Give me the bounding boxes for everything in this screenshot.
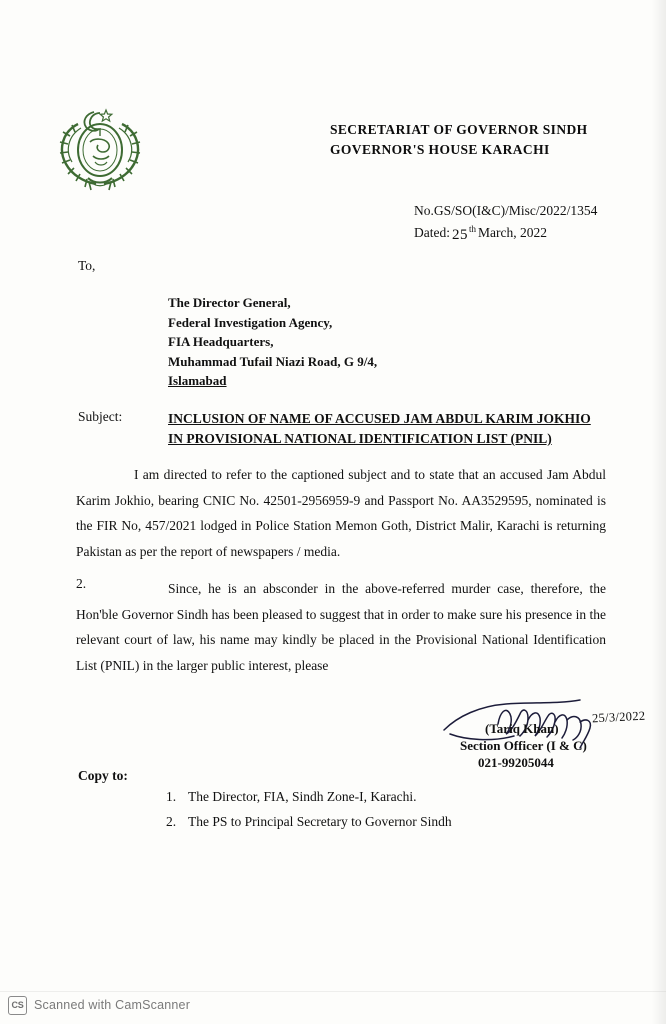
list-item: [166, 784, 606, 809]
addressee-block: [168, 293, 377, 391]
subject-label: Subject:: [78, 409, 123, 424]
copy-to-item-2-text: The PS to Principal Secretary to Governor Sindh: [188, 814, 452, 829]
page-edge-shadow: [652, 0, 666, 1024]
dated-month-year: March, 2022: [478, 225, 547, 240]
to-label: To,: [78, 258, 96, 273]
copy-to-item-1-text: The Director, FIA, Sindh Zone-I, Karachi.: [188, 789, 417, 804]
letterhead-line-2: GOVERNOR'S HOUSE KARACHI: [330, 142, 550, 157]
camscanner-watermark: [0, 992, 666, 1018]
letterhead: [330, 122, 630, 158]
dated-superscript: th: [469, 224, 477, 234]
addressee-line-2: Federal Investigation Agency,: [168, 314, 333, 330]
reference-block: [414, 200, 597, 244]
copy-to-list: [166, 784, 606, 834]
subject-text: INCLUSION OF NAME OF ACCUSED JAM ABDUL KARIM JOKHIO IN PROVISIONAL NATIONAL IDENTIFICATION LIST (PNIL): [168, 411, 591, 446]
signatory-title: Section Officer (I & C): [460, 738, 587, 753]
camscanner-text: Scanned with CamScanner: [34, 998, 191, 1012]
paragraph-2: Since, he is an absconder in the above-referred murder case, therefore, the Hon'ble Governor Sindh has been pleased to suggest that in order to make sure his presence in the relevant court of law, his name may kindly be placed in the Provisional National Identification List (PNIL) in the larger public interest, please: [76, 581, 606, 673]
signatory-phone: 021-99205044: [478, 755, 554, 770]
paragraph-1: I am directed to refer to the captioned subject and to state that an accused Jam Abdul Karim Jokhio, bearing CNIC No. 42501-2956959-9 and Passport No. AA3529595, nominated is the FIR No, 457/2021 lodged in Police Station Memon Goth, District Malir, Karachi is returning Pakistan as per the report of newspapers / media.: [76, 467, 606, 559]
dated-label: Dated:: [414, 225, 450, 240]
signature-handwritten-date: 25/3/2022: [591, 708, 646, 726]
paragraph-2-number: 2.: [76, 576, 87, 591]
signatory-name: (Tariq Khan): [485, 721, 559, 736]
addressee-line-5: Islamabad: [168, 373, 227, 388]
dated-handwritten-day: 25: [452, 227, 468, 243]
copy-to-label: Copy to:: [78, 768, 128, 783]
reference-number: No.GS/SO(I&C)/Misc/2022/1354: [414, 203, 598, 218]
letterhead-line-1: SECRETARIAT OF GOVERNOR SINDH: [330, 122, 588, 137]
camscanner-badge-icon: CS: [8, 996, 27, 1015]
government-emblem-icon: [48, 98, 152, 194]
addressee-line-3: FIA Headquarters,: [168, 334, 274, 349]
copy-to-item-2-number: 2.: [166, 814, 177, 829]
list-item: [166, 809, 606, 834]
addressee-line-1: The Director General,: [168, 295, 291, 310]
addressee-line-4: Muhammad Tufail Niazi Road, G 9/4,: [168, 353, 378, 369]
reference-date: [414, 222, 597, 244]
copy-to-item-1-number: 1.: [166, 789, 177, 804]
